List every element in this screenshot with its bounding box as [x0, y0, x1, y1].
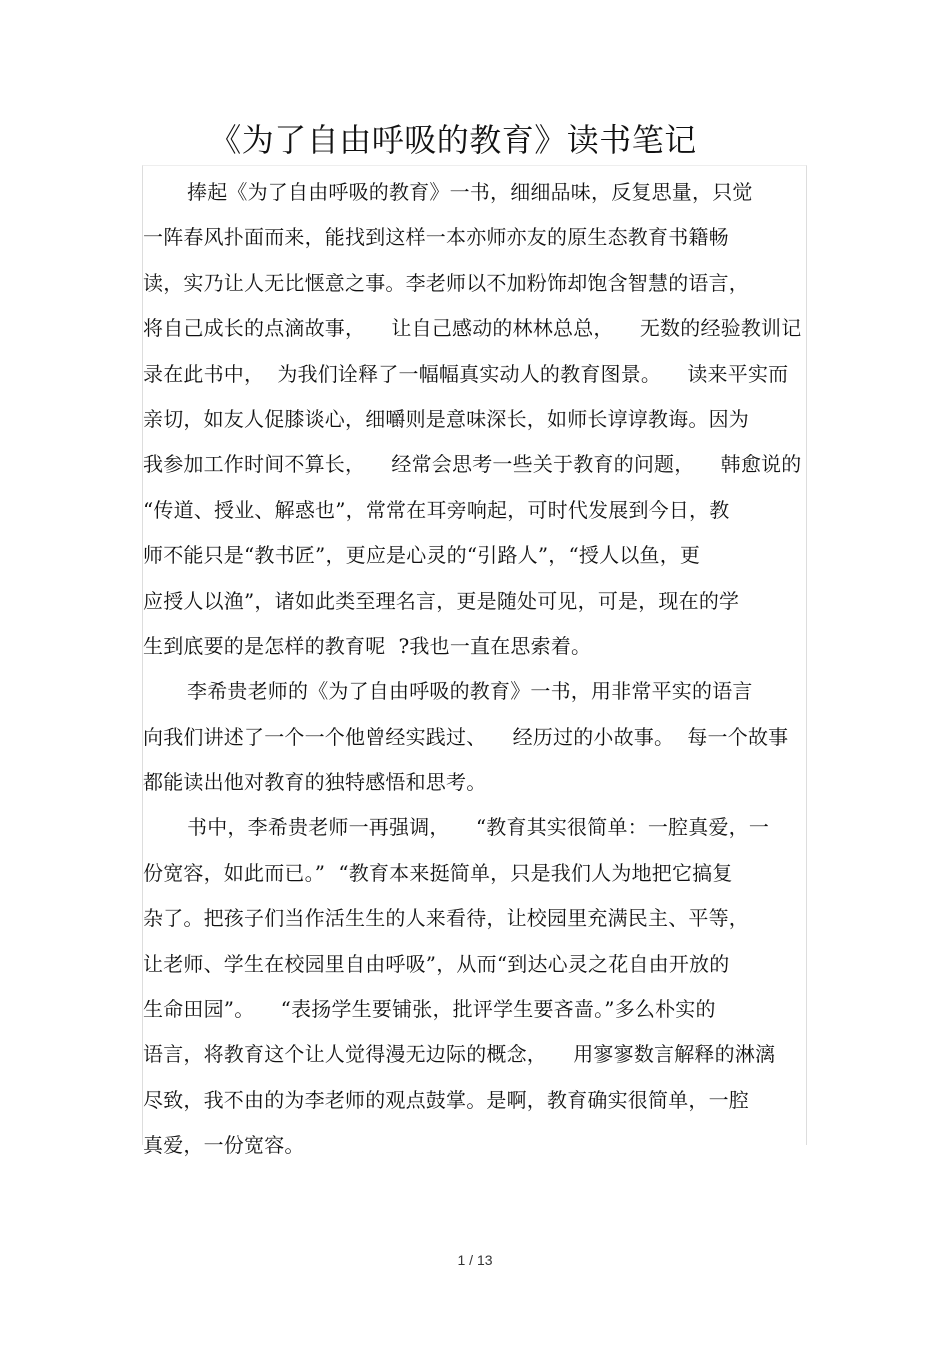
text-line: 李希贵老师的《为了自由呼吸的教育》一书，用非常平实的语言: [187, 679, 753, 704]
text-line: 生到底要的是怎样的教育呢 ?我也一直在思索着。: [143, 633, 592, 658]
text-line: 师不能只是“教书匠”，更应是心灵的“引路人”，“授人以鱼，更: [143, 543, 701, 568]
text-line: 都能读出他对教育的独特感悟和思考。: [143, 770, 487, 795]
text-line: “传道、授业、解惑也”，常常在耳旁响起，可时代发展到今日，教: [143, 497, 730, 522]
text-line: 让老师、学生在校园里自由呼吸”，从而“到达心灵之花自由开放的: [143, 951, 730, 976]
text-line: 亲切，如友人促膝谈心，细嚼则是意味深长，如师长谆谆教诲。因为: [143, 406, 749, 431]
text-line: 份宽容，如此而已。” “教育本来挺简单，只是我们人为地把它搞复: [143, 860, 733, 885]
text-line: 读，实乃让人无比惬意之事。李老师以不加粉饰却饱含智慧的语言，: [143, 270, 749, 295]
document-body: [143, 170, 843, 1169]
text-line: 录在此书中， 为我们诠释了一幅幅真实动人的教育图景。 读来平实而: [143, 361, 789, 386]
text-line: 一阵春风扑面而来，能找到这样一本亦师亦友的原生态教育书籍畅: [143, 225, 729, 250]
text-line: 书中，李希贵老师一再强调， “教育其实很简单：一腔真爱，一: [187, 815, 770, 840]
page-number: 1 / 13: [457, 1252, 493, 1268]
text-line: 捧起《为了自由呼吸的教育》一书，细细品味，反复思量，只觉: [187, 180, 753, 204]
text-line: 向我们讲述了一个一个他曾经实践过、 经历过的小故事。 每一个故事: [143, 724, 789, 749]
text-line: 尽致，我不由的为李老师的观点鼓掌。是啊，教育确实很简单，一腔: [143, 1087, 749, 1112]
text-line: 应授人以渔”，诸如此类至理名言，更是随处可见，可是，现在的学: [143, 588, 740, 613]
text-line: 杂了。把孩子们当作活生生的人来看待，让校园里充满民主、平等，: [143, 906, 749, 931]
text-line: 真爱，一份宽容。: [143, 1133, 305, 1158]
text-line: 语言，将教育这个让人觉得漫无边际的概念， 用寥寥数言解释的淋漓: [143, 1042, 776, 1067]
text-line: 生命田园”。 “表扬学生要铺张，批评学生要吝啬。”多么朴实的: [143, 997, 716, 1022]
text-line: 将自己成长的点滴故事， 让自己感动的林林总总， 无数的经验教训记: [143, 316, 802, 341]
text-line: 我参加工作时间不算长， 经常会思考一些关于教育的问题， 韩愈说的: [143, 452, 802, 477]
document-title: 《为了自由呼吸的教育》读书笔记: [209, 121, 697, 159]
